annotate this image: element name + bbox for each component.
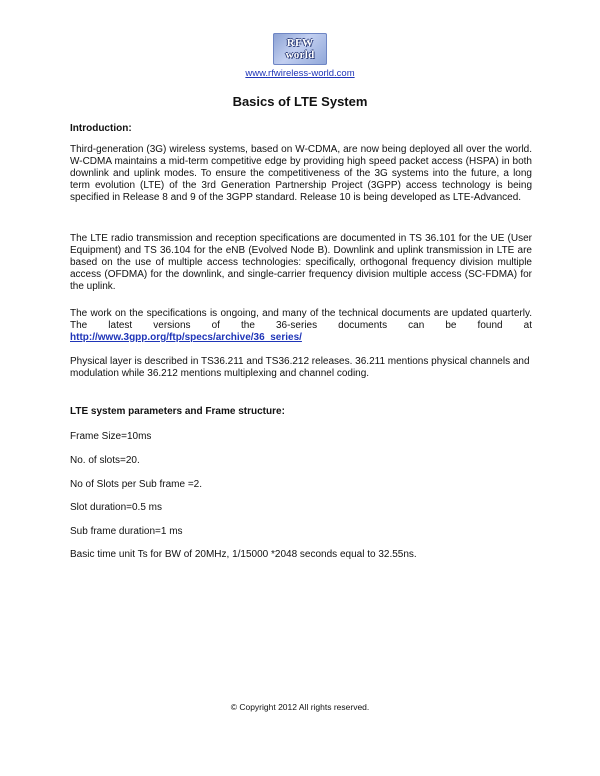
param-item: No. of slots=20. <box>70 455 140 466</box>
document-title: Basics of LTE System <box>232 94 368 109</box>
logo-line-1: RFW <box>286 37 314 49</box>
intro-paragraph-2: The LTE radio transmission and reception specifications are documented in TS 36.101 for the UE (User Equipment) and TS 36.104 for the eNB (Evolved Node B). Downlink and uplink transmission in LTE are based on the use of multiple access technologies: specifically, orthogonal frequency division multiple access (OFDMA) for the downlink, and single-carrier frequency division multiple access (SC-FDMA) for the uplink. <box>70 233 532 292</box>
param-item: Sub frame duration=1 ms <box>70 526 183 537</box>
rfw-logo <box>273 33 327 65</box>
param-item: Basic time unit Ts for BW of 20MHz, 1/15000 *2048 seconds equal to 32.55ns. <box>70 549 417 560</box>
intro-paragraph-3 <box>70 308 532 344</box>
copyright-footer: © Copyright 2012 All rights reserved. <box>230 702 370 712</box>
lte-params-heading: LTE system parameters and Frame structure: <box>70 406 285 417</box>
logo-line-2: world <box>285 49 315 61</box>
3gpp-specs-link[interactable]: http://www.3gpp.org/ftp/specs/archive/36_series/ <box>70 332 302 343</box>
param-item: Frame Size=10ms <box>70 431 152 442</box>
param-item: No of Slots per Sub frame =2. <box>70 479 203 490</box>
site-link[interactable]: www.rfwireless-world.com <box>245 68 355 79</box>
intro-paragraph-4: Physical layer is described in TS36.211 and TS36.212 releases. 36.211 mentions physical channels and modulation while 36.212 mentions multiplexing and channel coding. <box>70 356 530 379</box>
param-item: Slot duration=0.5 ms <box>70 502 162 513</box>
intro-paragraph-1: Third-generation (3G) wireless systems, based on W-CDMA, are now being deployed all over the world. W-CDMA maintains a mid-term competitive edge by providing high speed packet access (HSPA) in both downlink and uplink modes. To ensure the competitiveness of the 3G systems into the future, a long term evolution (LTE) of the 3rd Generation Partnership Project (3GPP) access technology is being specified in Release 8 and 9 of the 3GPP standard. Release 10 is being developed as LTE-Advanced. <box>70 144 532 203</box>
intro-paragraph-3-text: The work on the specifications is ongoing, and many of the technical documents are updated quarterly. The latest versions of the 36-series documents can be found at <box>70 308 532 331</box>
introduction-heading: Introduction: <box>70 123 132 134</box>
